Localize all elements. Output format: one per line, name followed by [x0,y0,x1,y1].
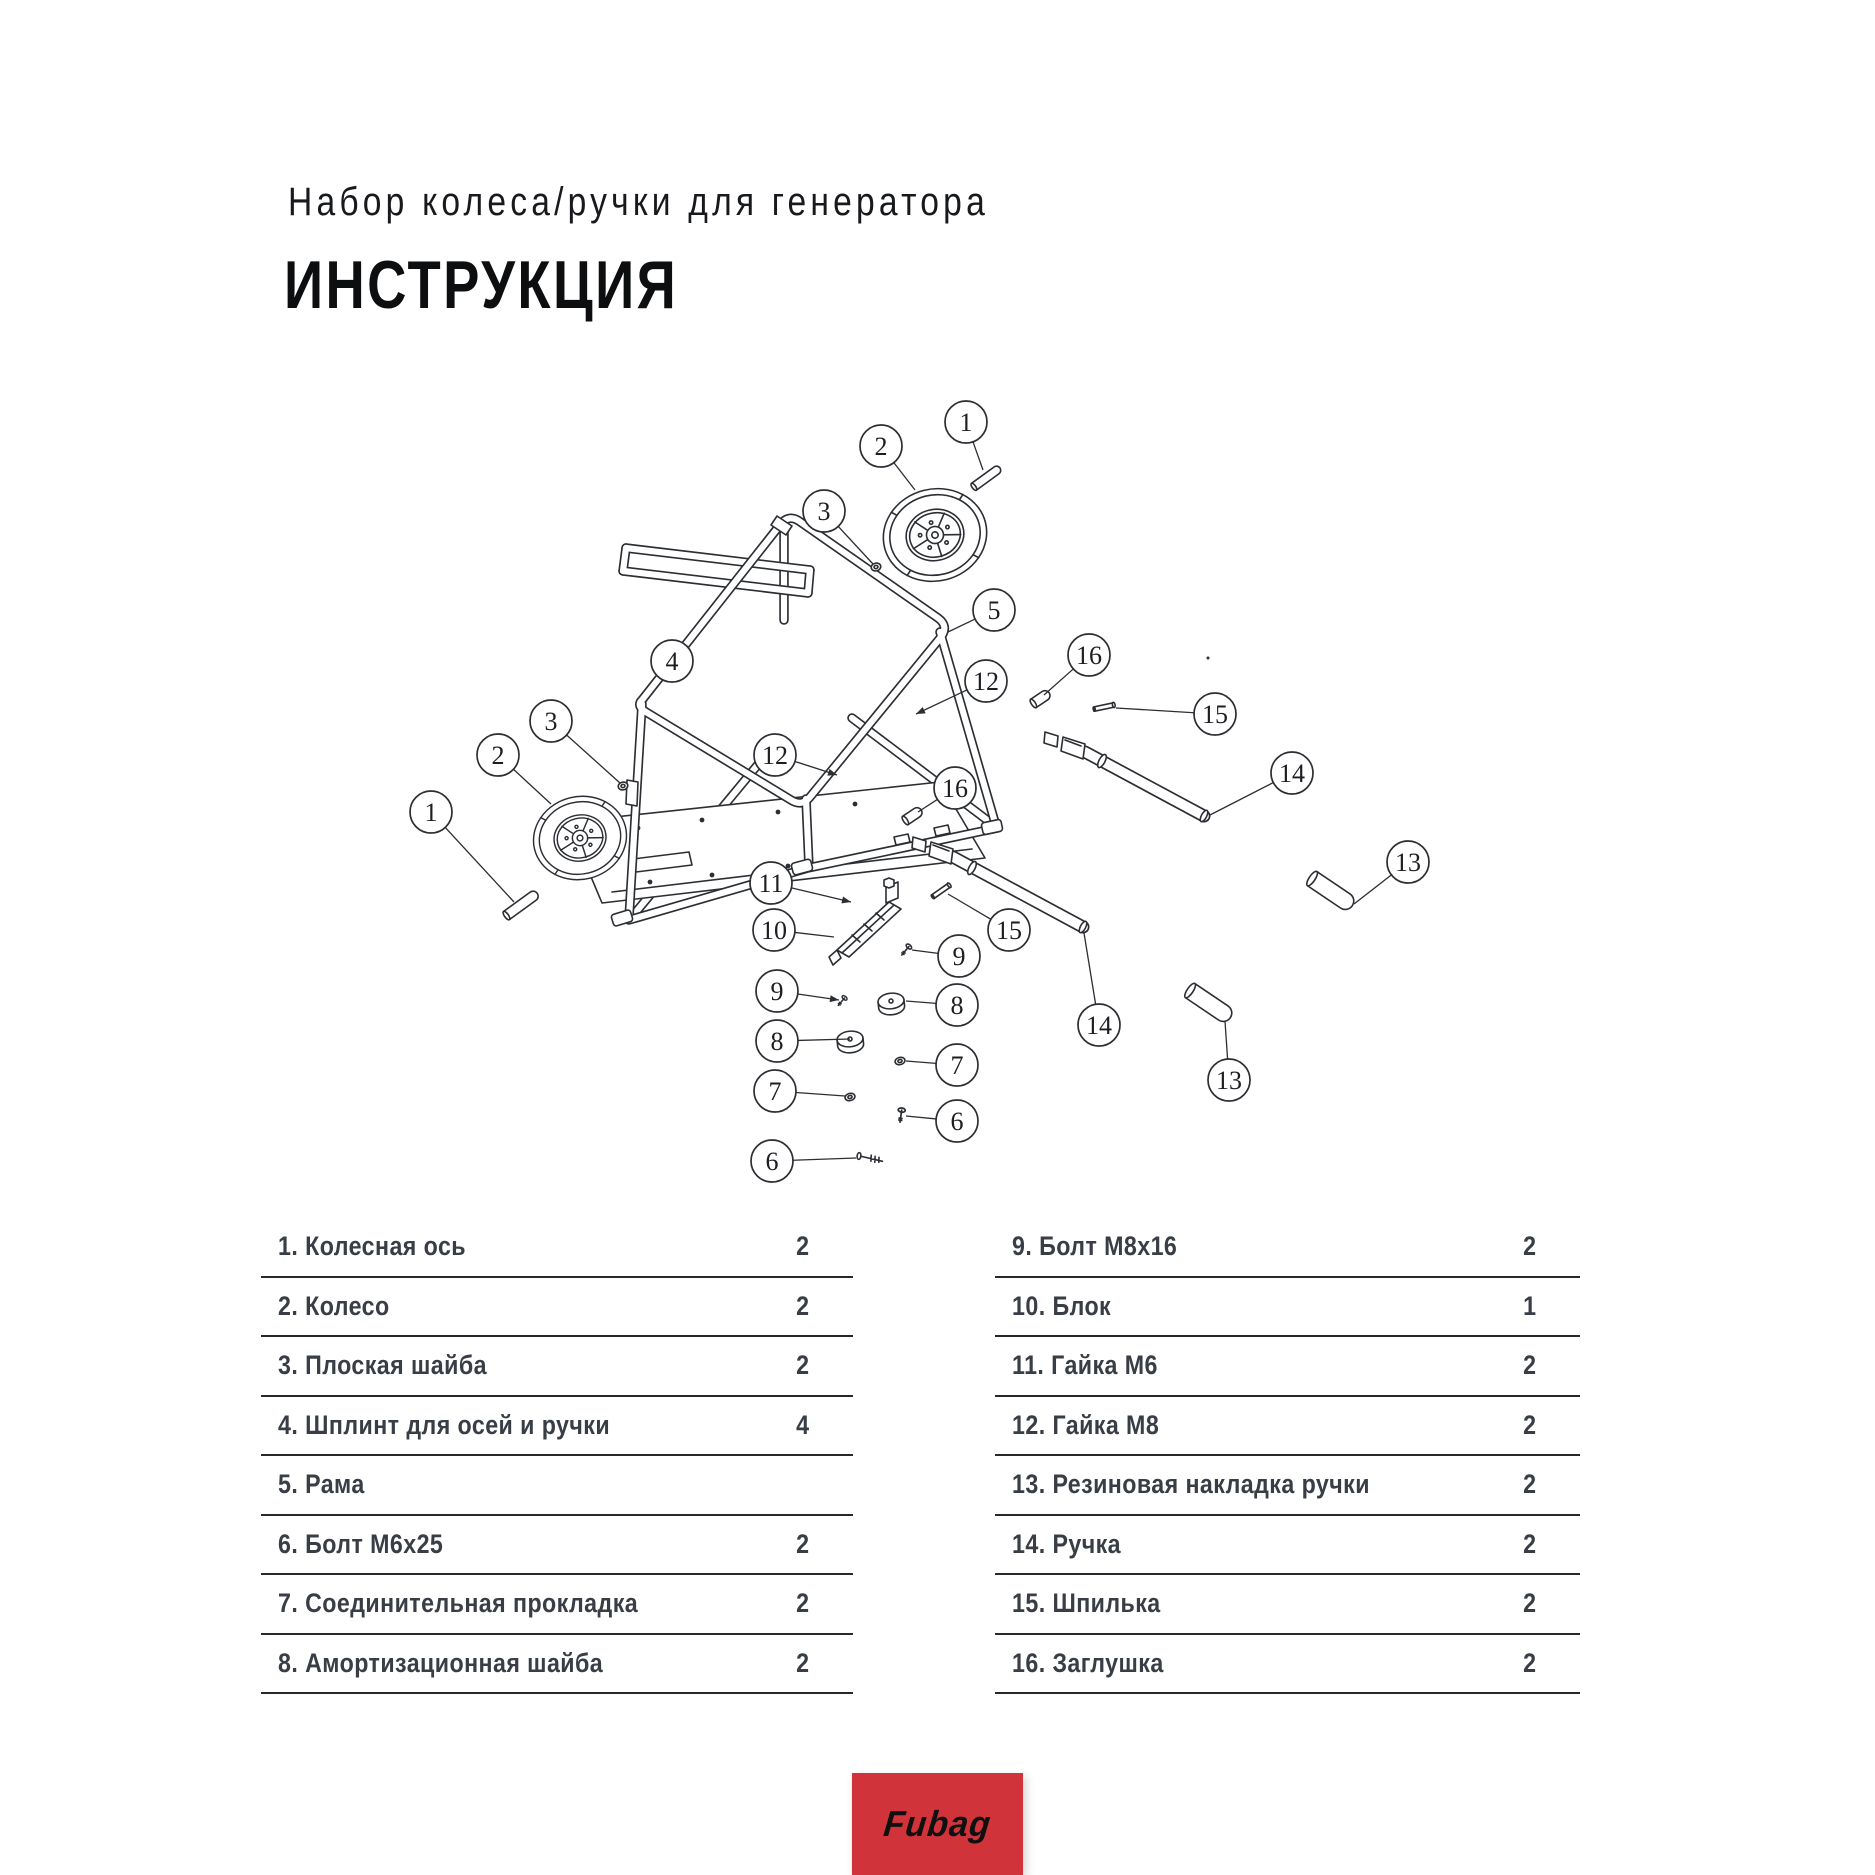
callout-number: 8 [950,991,964,1020]
callout-number: 4 [665,647,679,676]
callout-number: 1 [959,408,973,437]
part-row [995,1456,1580,1516]
wheel-right-illustration [873,478,996,592]
part-label: 2. Колесо [278,1290,390,1321]
callout-number: 13 [1216,1066,1242,1095]
callout-number: 7 [950,1051,964,1080]
callout-leader [513,769,551,804]
part-row [995,1397,1580,1457]
callout-number: 12 [762,741,788,770]
callout-number: 16 [942,774,968,803]
callout-leader [1044,669,1073,695]
callout-number: 6 [765,1147,779,1176]
callout-leader [894,463,915,490]
part-label: 7. Соединительная прокладка [278,1588,639,1619]
callout-number: 5 [987,596,1001,625]
bolt-m6-left [857,1152,884,1163]
callout-leader [973,442,983,470]
callout-leader [1354,875,1391,904]
bolt-m6-right [897,1108,906,1123]
part-row [995,1575,1580,1635]
callout-number: 8 [770,1027,784,1056]
part-qty: 2 [796,1528,809,1559]
part-label: 16. Заглушка [1012,1647,1164,1678]
part-row [261,1516,853,1576]
part-label: 15. Шпилька [1012,1588,1161,1619]
callout-leader [1084,933,1096,1004]
part-qty: 2 [796,1290,809,1321]
part-qty: 2 [1523,1469,1536,1500]
callout-number: 9 [952,942,966,971]
callout-number: 1 [424,798,438,827]
callout-leader [1225,1021,1228,1059]
gasket-left [844,1092,855,1101]
parts-table-right [995,1218,1580,1694]
callout-number: 11 [758,869,784,898]
part-qty: 2 [1523,1647,1536,1678]
callout-number: 15 [1202,700,1228,729]
part-qty: 2 [1523,1409,1536,1440]
callout-leader [793,1158,856,1160]
page-subtitle: Набор колеса/ручки для генератора [288,180,989,224]
part-qty: 2 [796,1647,809,1678]
part-row [995,1516,1580,1576]
part-row [261,1575,853,1635]
axle-pin-right [970,464,1002,491]
callout-number: 10 [761,916,787,945]
block-part [829,878,901,965]
callout-leader [906,1061,936,1063]
part-label: 6. Болт M6x25 [278,1528,444,1559]
callout-number: 3 [817,497,831,526]
callout-number: 6 [950,1107,964,1136]
part-label: 10. Блок [1012,1290,1112,1321]
callout-leader [1210,783,1273,815]
callout-leader [912,950,938,953]
part-label: 14. Ручка [1012,1528,1122,1559]
callout-number: 13 [1395,848,1421,877]
part-label: 12. Гайка M8 [1012,1409,1160,1440]
callout-leader [567,735,620,783]
part-row [261,1635,853,1695]
callout-arrowhead [916,707,926,714]
part-row [995,1218,1580,1278]
callout-leader [445,827,514,902]
callout-number: 7 [768,1077,782,1106]
callout-leader [796,1092,845,1096]
callout-leader [948,619,975,632]
bolt-m8-right [899,943,912,957]
callout-number: 2 [491,741,505,770]
shock-washer-left [836,1030,864,1054]
grip-bottom [1183,982,1235,1025]
callout-number: 14 [1279,759,1305,788]
callout-leader [795,932,834,937]
callout-leader [906,1116,936,1119]
callout-number: 12 [973,667,999,696]
callout-number: 3 [544,707,558,736]
brand-logo-text: Fubag [881,1803,994,1844]
part-label: 13. Резиновая накладка ручки [1012,1469,1370,1500]
part-row [261,1218,853,1278]
parts-table-left [261,1218,853,1694]
part-qty: 2 [1523,1588,1536,1619]
dot [1207,657,1210,660]
callout-leader [1116,708,1194,713]
part-qty: 2 [796,1231,809,1262]
callout-leader [791,888,851,902]
gasket-right [894,1056,905,1065]
part-label: 1. Колесная ось [278,1231,467,1262]
exploded-diagram [340,320,1460,1200]
part-row [261,1337,853,1397]
callout-number: 9 [770,977,784,1006]
part-qty: 2 [1523,1231,1536,1262]
handle-upper [1044,732,1209,823]
callout-number: 16 [1076,641,1102,670]
part-row [261,1456,853,1516]
part-qty: 4 [796,1409,809,1440]
part-row [995,1278,1580,1338]
callout-arrowhead [830,995,839,1002]
part-label: 4. Шплинт для осей и ручки [278,1409,611,1440]
stud-mid [930,882,951,899]
callout-number: 14 [1086,1011,1112,1040]
part-row [995,1337,1580,1397]
stud-right [1093,702,1116,712]
part-label: 8. Амортизационная шайба [278,1647,604,1678]
axle-pin-left [502,889,540,921]
shock-washer-right [877,992,905,1016]
part-qty: 2 [796,1588,809,1619]
grip-right [1305,870,1357,913]
callout-leader [948,894,991,919]
part-row [995,1635,1580,1695]
callout-number: 2 [874,432,888,461]
part-row [261,1397,853,1457]
part-label: 9. Болт M8x16 [1012,1231,1178,1262]
part-label: 3. Плоская шайба [278,1350,487,1381]
page-title: ИНСТРУКЦИЯ [284,247,679,323]
callout-number: 15 [996,916,1022,945]
part-label: 11. Гайка M6 [1012,1350,1158,1381]
part-qty: 2 [1523,1350,1536,1381]
part-qty: 2 [1523,1528,1536,1559]
callout-leader [906,1001,936,1003]
bolt-m8-left [836,995,848,1008]
part-row [261,1278,853,1338]
nut-m6 [884,878,894,888]
part-qty: 1 [1523,1290,1536,1321]
brand-logo [852,1773,1023,1875]
part-qty: 2 [796,1350,809,1381]
part-label: 5. Рама [278,1469,365,1500]
